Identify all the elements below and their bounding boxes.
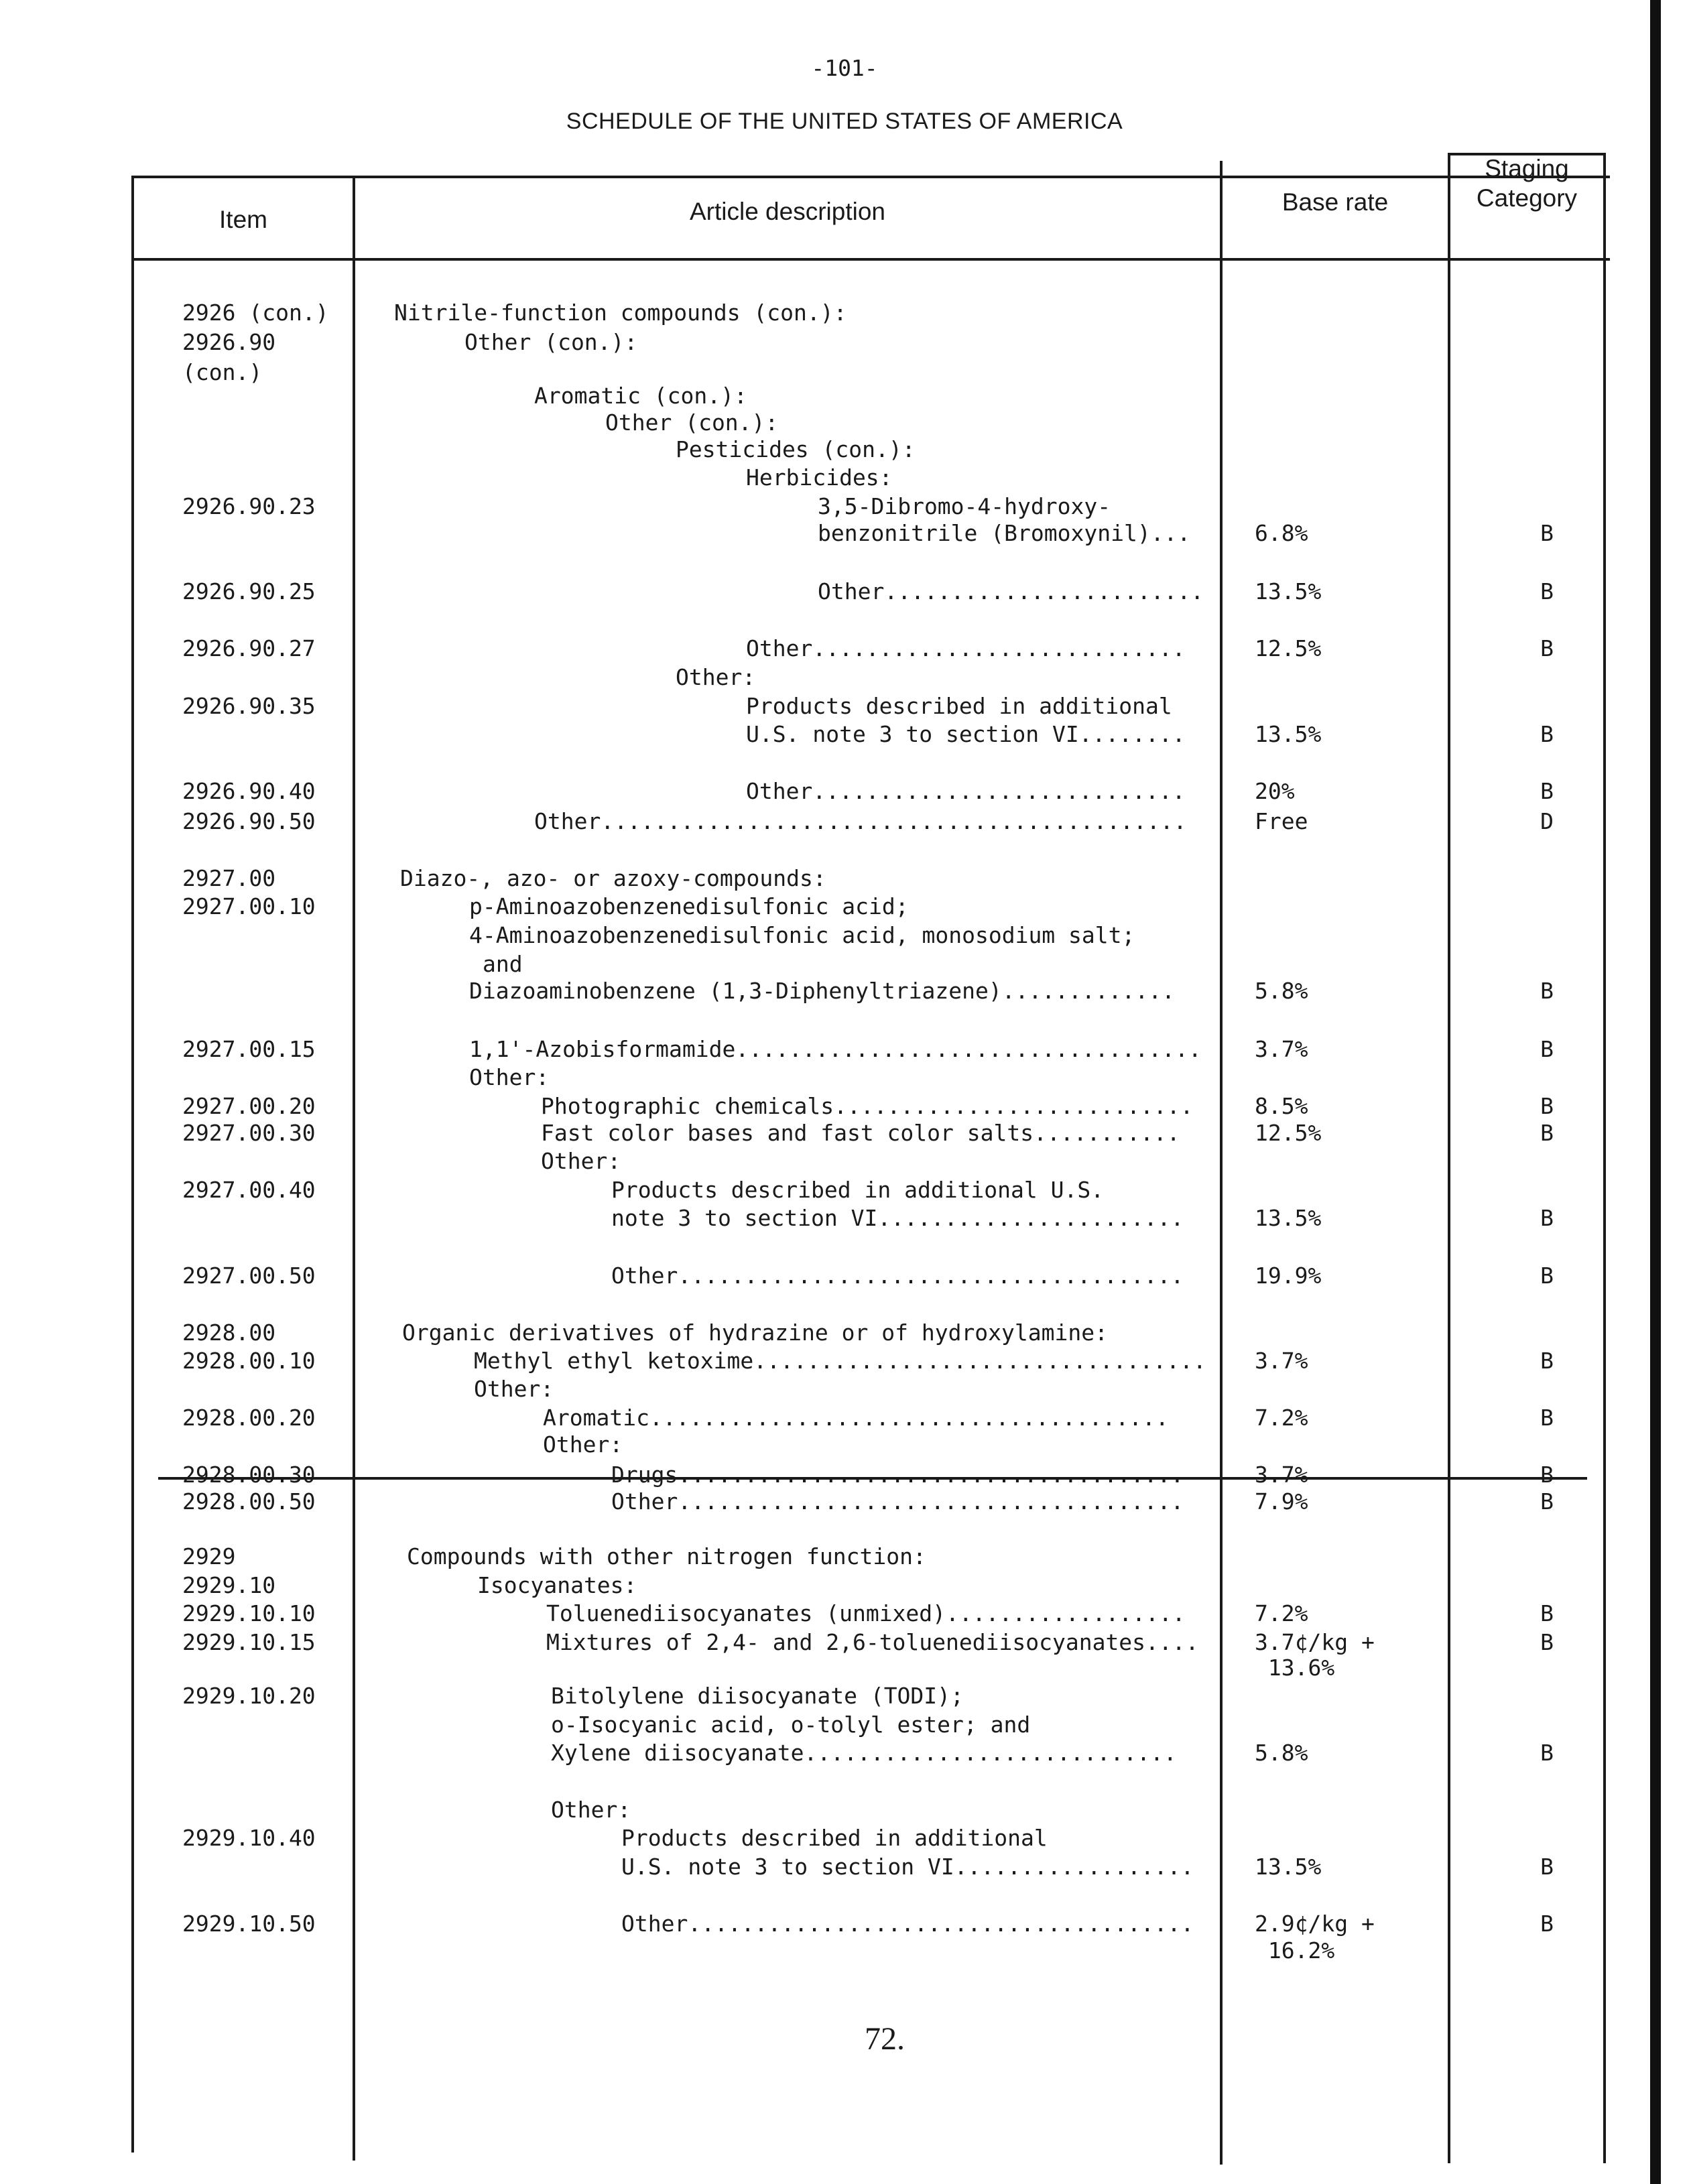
article-description: note 3 to section VI.......................: [611, 1205, 1184, 1231]
table-left-border: [131, 176, 134, 2153]
item-number: 2926.90.27: [182, 635, 316, 661]
base-rate: 5.8%: [1255, 1740, 1308, 1766]
item-number: (con.): [182, 359, 263, 385]
base-rate: 5.8%: [1255, 978, 1308, 1004]
article-description: Products described in additional: [746, 693, 1172, 719]
article-description: o-Isocyanic acid, o-tolyl ester; and: [551, 1712, 1031, 1738]
item-number: 2928.00.10: [182, 1348, 316, 1374]
article-description: 1,1'-Azobisformamide...................................: [469, 1036, 1202, 1062]
header-staging-category: Staging Category: [1476, 155, 1578, 212]
item-number: 2929.10.10: [182, 1600, 316, 1626]
article-description: benzonitrile (Bromoxynil)...: [818, 520, 1191, 546]
base-rate: 12.5%: [1255, 1120, 1322, 1146]
article-description: Diazoaminobenzene (1,3-Diphenyltriazene).............: [469, 978, 1175, 1004]
item-number: 2929.10.50: [182, 1911, 316, 1937]
item-number: 2926.90.23: [182, 493, 316, 519]
base-rate: 16.2%: [1255, 1937, 1335, 1964]
staging-category: B: [1540, 1036, 1554, 1062]
article-description: Nitrile-function compounds (con.):: [394, 300, 847, 326]
article-description: Other:: [676, 664, 756, 690]
item-number: 2929: [182, 1543, 236, 1569]
article-description: U.S. note 3 to section VI..................: [621, 1854, 1194, 1880]
article-description: Other (con.):: [605, 409, 779, 436]
staging-category: B: [1540, 1462, 1554, 1488]
article-description: Products described in additional: [621, 1825, 1048, 1851]
article-description: and: [483, 951, 523, 977]
footer-page-number: 72.: [865, 2021, 905, 2057]
item-number: 2927.00.20: [182, 1093, 316, 1119]
item-number: 2926.90.35: [182, 693, 316, 719]
staging-category: B: [1540, 635, 1554, 661]
article-description: Xylene diisocyanate............................: [551, 1740, 1177, 1766]
article-description: Drugs......................................: [611, 1462, 1184, 1488]
article-description: Other:: [474, 1376, 554, 1402]
article-description: Pesticides (con.):: [676, 436, 916, 462]
item-number: 2929.10: [182, 1572, 276, 1598]
staging-category: B: [1540, 1120, 1554, 1146]
item-desc-divider: [353, 176, 355, 2161]
article-description: 4-Aminoazobenzenedisulfonic acid, monosodium salt;: [469, 922, 1135, 948]
base-rate: Free: [1255, 808, 1308, 834]
article-description: Isocyanates:: [477, 1572, 637, 1598]
article-description: Other:: [469, 1064, 550, 1090]
header-article-description: Article description: [689, 198, 885, 225]
article-description: Other......................................: [611, 1263, 1184, 1289]
item-number: 2927.00.10: [182, 893, 316, 919]
base-rate: 13.5%: [1255, 1854, 1322, 1880]
item-number: 2927.00: [182, 865, 276, 891]
item-number: 2926 (con.): [182, 300, 329, 326]
article-description: Other:: [541, 1148, 621, 1174]
page-edge-shadow: [1650, 0, 1661, 2184]
item-number: 2927.00.40: [182, 1177, 316, 1203]
article-description: Other........................: [818, 578, 1204, 604]
item-number: 2927.00.30: [182, 1120, 316, 1146]
article-description: Aromatic.......................................: [543, 1405, 1169, 1431]
article-description: p-Aminoazobenzenedisulfonic acid;: [469, 893, 909, 919]
item-number: 2928.00.20: [182, 1405, 316, 1431]
base-rate: 7.2%: [1255, 1600, 1308, 1626]
base-rate: 6.8%: [1255, 520, 1308, 546]
base-rate: 13.5%: [1255, 721, 1322, 747]
article-description: Mixtures of 2,4- and 2,6-toluenediisocyanates....: [546, 1629, 1199, 1655]
staging-category: D: [1540, 808, 1554, 834]
base-rate: 7.9%: [1255, 1488, 1308, 1515]
article-description: Toluenediisocyanates (unmixed)..................: [546, 1600, 1186, 1626]
schedule-title: SCHEDULE OF THE UNITED STATES OF AMERICA: [566, 109, 1123, 134]
article-description: Other............................: [746, 635, 1186, 661]
staging-category: B: [1540, 778, 1554, 804]
staging-category: B: [1540, 1488, 1554, 1515]
base-rate: 12.5%: [1255, 635, 1322, 661]
article-description: Other (con.):: [464, 329, 638, 355]
item-number: 2926.90: [182, 329, 276, 355]
header-item: Item: [219, 206, 267, 233]
article-description: Fast color bases and fast color salts...........: [541, 1120, 1180, 1146]
item-number: 2929.10.15: [182, 1629, 316, 1655]
article-description: Other......................................: [611, 1488, 1184, 1515]
item-number: 2928.00.50: [182, 1488, 316, 1515]
article-description: Other:: [551, 1797, 631, 1823]
rate-staging-divider: [1448, 153, 1450, 2163]
staging-category: B: [1540, 1740, 1554, 1766]
staging-category: B: [1540, 1405, 1554, 1431]
article-description: Compounds with other nitrogen function:: [407, 1543, 926, 1569]
staging-category: B: [1540, 1348, 1554, 1374]
staging-category: B: [1540, 578, 1554, 604]
base-rate: 2.9¢/kg +: [1255, 1911, 1375, 1937]
item-number: 2929.10.20: [182, 1683, 316, 1709]
header-base-rate: Base rate: [1281, 188, 1389, 216]
table-right-border: [1603, 153, 1606, 2163]
article-description: Organic derivatives of hydrazine or of hydroxylamine:: [402, 1320, 1108, 1346]
item-number: 2926.90.50: [182, 808, 316, 834]
article-description: 3,5-Dibromo-4-hydroxy-: [818, 493, 1111, 519]
item-number: 2928.00: [182, 1320, 276, 1346]
item-number: 2928.00.30: [182, 1462, 316, 1488]
base-rate: 19.9%: [1255, 1263, 1322, 1289]
item-number: 2926.90.40: [182, 778, 316, 804]
item-number: 2927.00.50: [182, 1263, 316, 1289]
staging-category: B: [1540, 1600, 1554, 1626]
staging-category: B: [1540, 520, 1554, 546]
base-rate: 3.7%: [1255, 1462, 1308, 1488]
base-rate: 13.5%: [1255, 578, 1322, 604]
staging-category: B: [1540, 1629, 1554, 1655]
staging-category: B: [1540, 1093, 1554, 1119]
article-description: Other............................................: [534, 808, 1187, 834]
item-number: 2929.10.40: [182, 1825, 316, 1851]
page-number: -101-: [811, 55, 878, 81]
base-rate: 8.5%: [1255, 1093, 1308, 1119]
base-rate: 3.7%: [1255, 1036, 1308, 1062]
article-description: U.S. note 3 to section VI........: [746, 721, 1186, 747]
item-number: 2926.90.25: [182, 578, 316, 604]
staging-category: B: [1540, 978, 1554, 1004]
base-rate: 3.7%: [1255, 1348, 1308, 1374]
item-number: 2927.00.15: [182, 1036, 316, 1062]
staging-category: B: [1540, 721, 1554, 747]
base-rate: 13.5%: [1255, 1205, 1322, 1231]
staging-category: B: [1540, 1911, 1554, 1937]
base-rate: 7.2%: [1255, 1405, 1308, 1431]
staging-category: B: [1540, 1263, 1554, 1289]
base-rate: 3.7¢/kg +: [1255, 1629, 1375, 1655]
article-description: Photographic chemicals...........................: [541, 1093, 1194, 1119]
staging-category: B: [1540, 1854, 1554, 1880]
staging-category: B: [1540, 1205, 1554, 1231]
base-rate: 13.6%: [1255, 1655, 1335, 1681]
article-description: Other......................................: [621, 1911, 1194, 1937]
article-description: Other:: [543, 1431, 623, 1458]
article-description: Methyl ethyl ketoxime..................................: [474, 1348, 1206, 1374]
article-description: Diazo-, azo- or azoxy-compounds:: [400, 865, 826, 891]
base-rate: 20%: [1255, 778, 1295, 804]
article-description: Bitolylene diisocyanate (TODI);: [551, 1683, 964, 1709]
article-description: Herbicides:: [746, 464, 893, 491]
article-description: Other............................: [746, 778, 1186, 804]
article-description: Products described in additional U.S.: [611, 1177, 1105, 1203]
article-description: Aromatic (con.):: [534, 383, 747, 409]
desc-rate-divider: [1220, 161, 1223, 2165]
